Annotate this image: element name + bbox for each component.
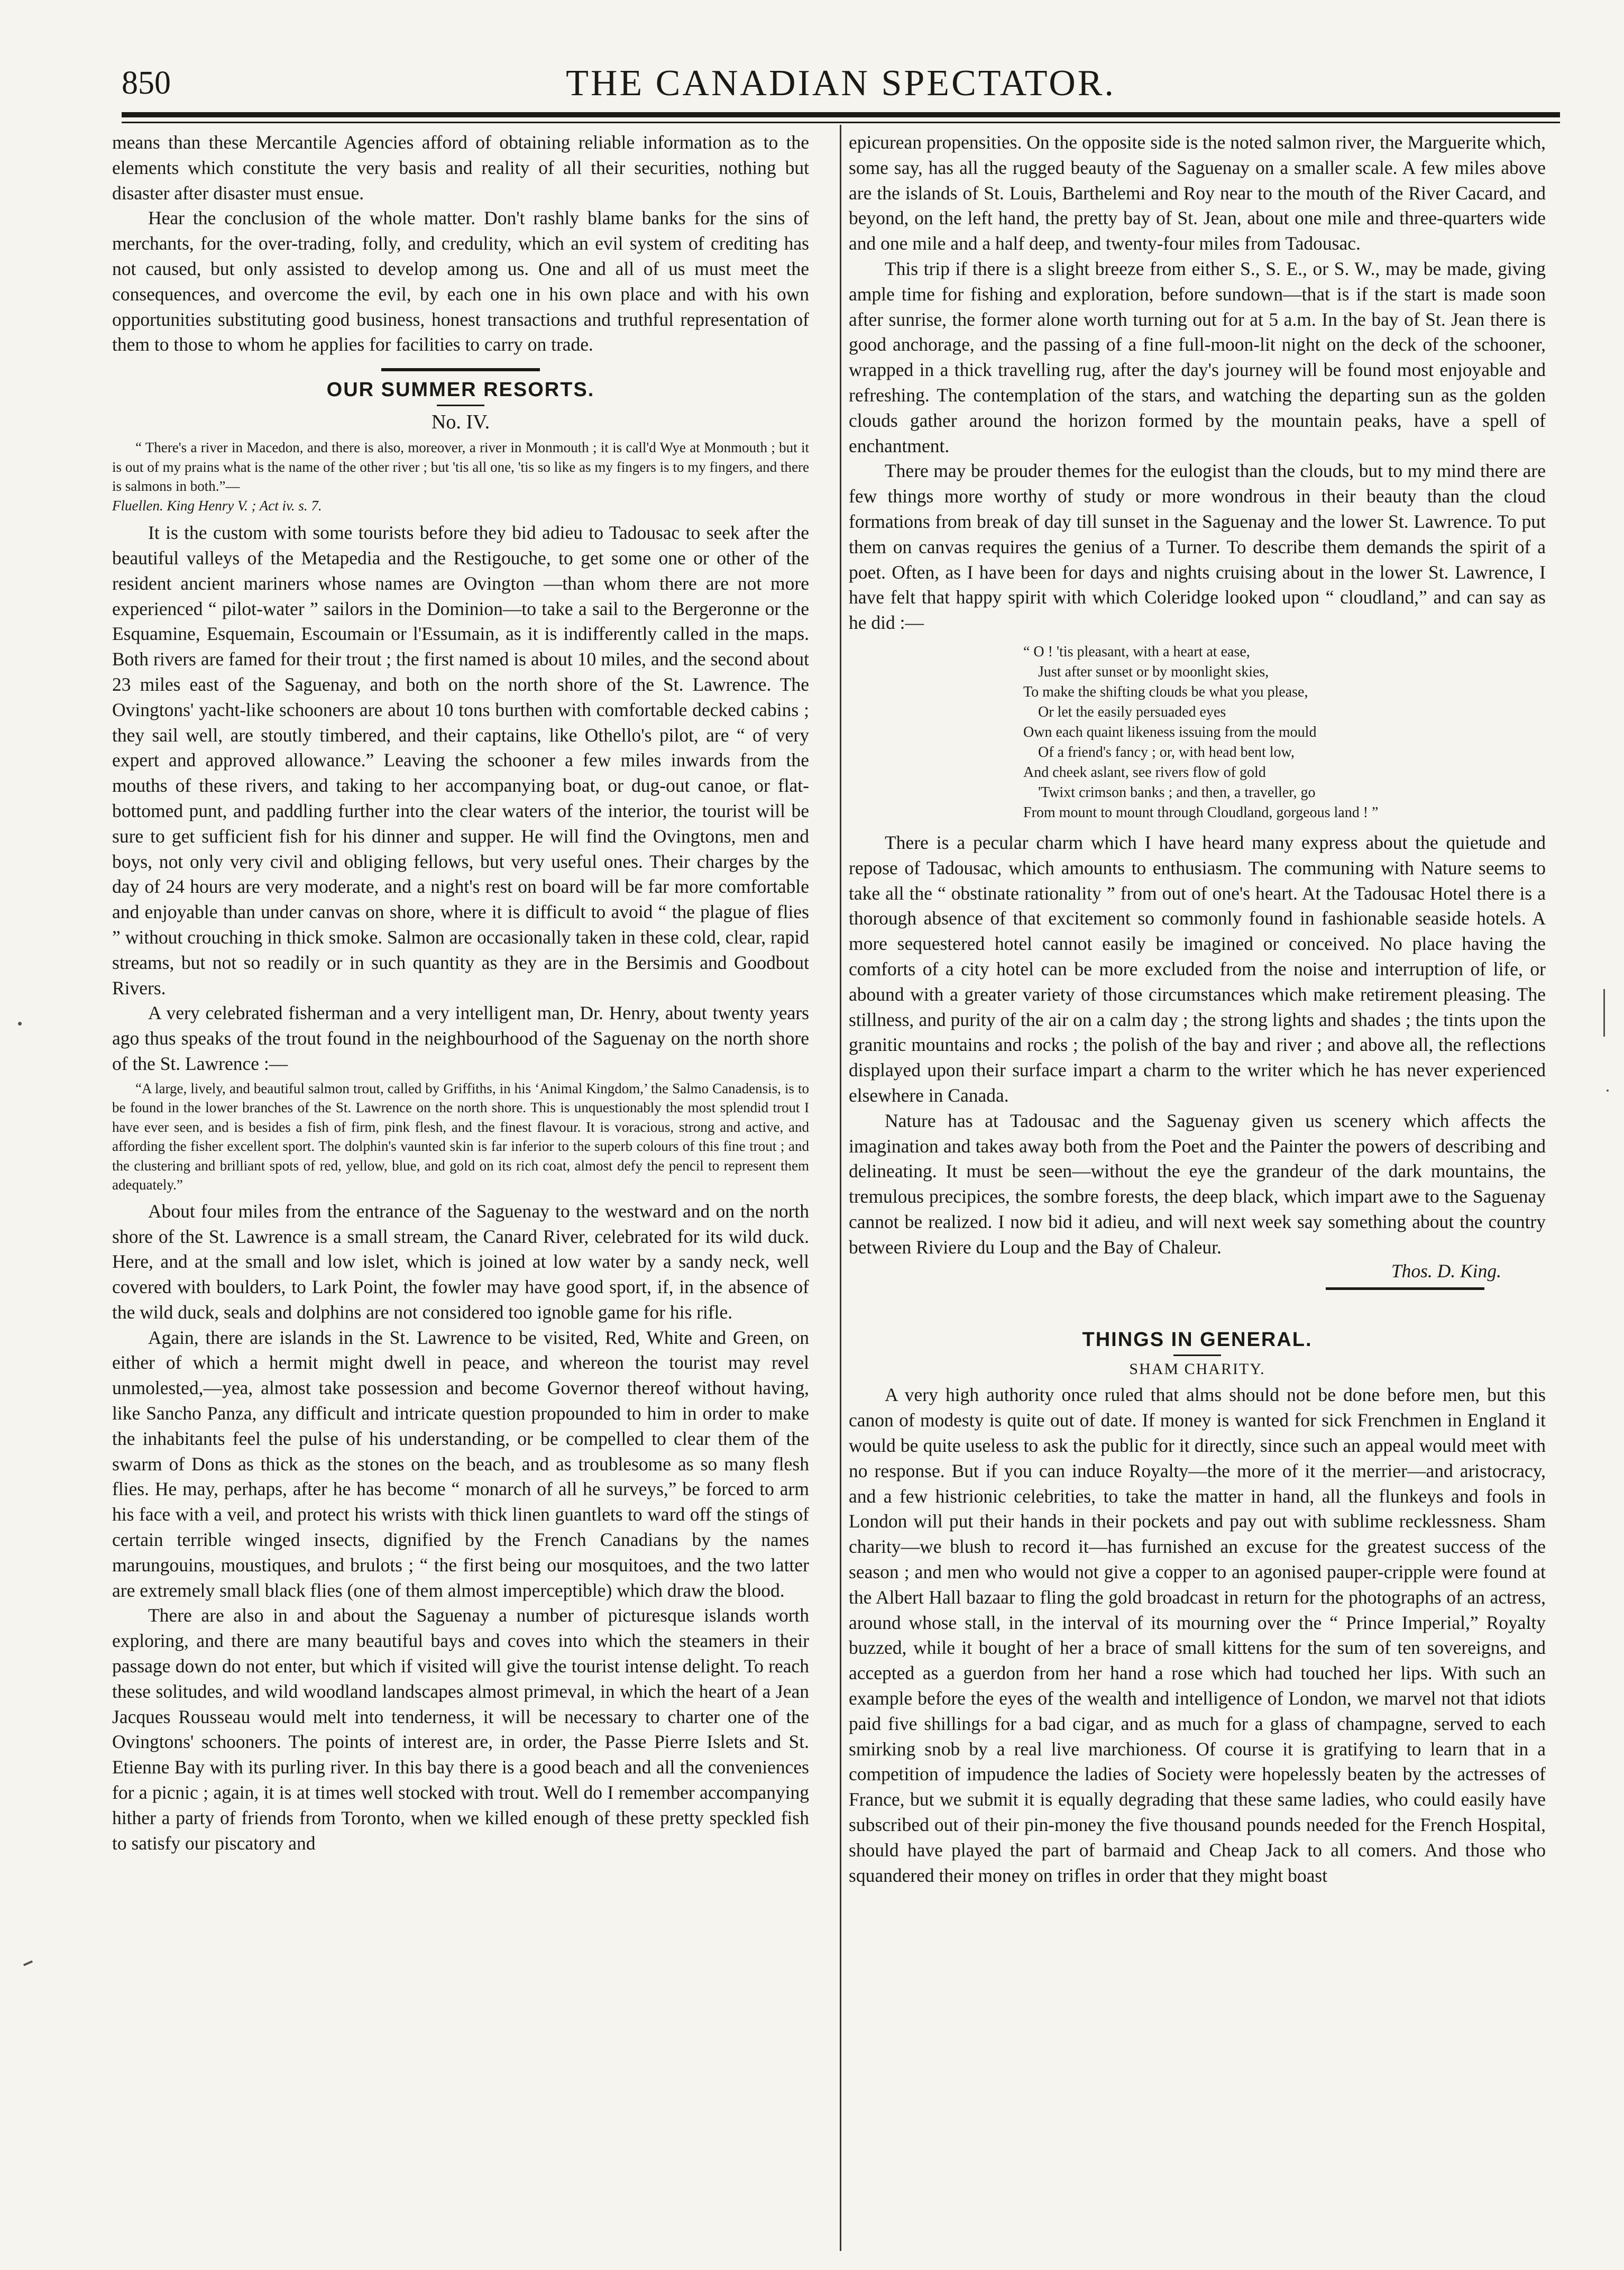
poem-line: Or let the easily persuaded eyes: [1038, 703, 1226, 720]
section-separator: [381, 368, 540, 371]
article-paragraph: About four miles from the entrance of the Saguenay to the westward and on the north shore of the St. Lawrence is a small stream, the Canard River, celebrated for its wild duck. Here, and at the small and low islet, which is joined at low water by a sandy neck, well covered with boulders, to Lark Point, the fowler may have good sport, if, in the absence of the wild duck, seals and dolphins are not considered too ignoble game for his rifle.: [112, 1200, 809, 1323]
article-paragraph: It is the custom with some tourists before they bid adieu to Tadousac to seek after the beautiful valleys of the Metapedia and the Restigouche, to get some one or other of the resident ancient mariners whose names are Ovington —than whom there are not more experienced “ pilot-water ” sailors in the Dominion—to take a sail to the Bergeronne or the Esquamine, Esquemain, Escoumain or l'Essumain, as it is indifferently called in the maps. Both rivers are famed for their trout ; the first named is about 10 miles, and the second about 23 miles east of the Saguenay, and both on the north shore of the St. Lawrence. The Ovingtons' yacht-like schooners are about 10 tons burthen with comfortable decked cabins ; they sail well, are stoutly timbered, and their captains, like Othello's pilot, are “ of very expert and approved allowance.” Leaving the schooner a few miles inwards from the mouths of these rivers, and taking to her accompanying boat, or dug-out canoe, or flat-bottomed punt, and paddling further into the clear waters of the interior, the tourist will be sure to get sufficient fish for his dinner and supper. He will find the Ovingtons, men and boys, not only very civil and obliging fellows, but very useful ones. Their charges by the day of 24 hours are very moderate, and a night's rest on board will be far more comfortable and enjoyable than under canvas on shore, where it is difficult to avoid “ the plague of flies ” without crouching in thick smoke. Salmon are occasionally taken in these cold, clear, rapid streams, but not so readily or in such quantity as they are in the Bersimis and Goodbout Rivers.: [112, 522, 809, 999]
page-number: 850: [122, 65, 171, 101]
signature-row: [849, 1260, 1546, 1285]
section-separator: [1326, 1287, 1484, 1290]
right-column: [849, 130, 1546, 2254]
article-paragraph: epicurean propensities. On the opposite side is the noted salmon river, the Marguerite which, some say, has all the rugged beauty of the Saguenay on a smaller scale. A few miles above are the islands of St. Louis, Barthelemi and Roy near to the mouth of the River Cacard, and beyond, on the left hand, the pretty bay of St. Jean, about one mile and three-quarters wide and one mile and a half deep, and twenty-four miles from Tadousac.: [849, 132, 1546, 254]
masthead: [122, 62, 1560, 111]
epigraph-attribution: Fluellen. King Henry V. ; Act iv. s. 7.: [112, 497, 322, 514]
left-column: [112, 130, 809, 2254]
coleridge-poem: [1023, 642, 1546, 823]
article-paragraph: Nature has at Tadousac and the Saguenay given us scenery which affects the imagination and takes away both from the Poet and the Painter the powers of describing and delineating. It must be seen—without the eye the grandeur of the dark mountains, the tremulous precipices, the sombre forests, the deep black, which impart awe to the Saguenay cannot be realized. I now bid it adieu, and will next week say something about the country between Riviere du Loup and the Bay of Chaleur.: [849, 1110, 1546, 1258]
poem-line: To make the shifting clouds be what you please,: [1023, 683, 1308, 700]
section-heading-summer-resorts: OUR SUMMER RESORTS.: [326, 379, 595, 401]
article-paragraph: A very high authority once ruled that alms should not be done before men, but this canon of modesty is quite out of date. If money is wanted for sick Frenchmen in England it would be quite useless to ask the public for it directly, since such an appeal would meet with no response. But if you can induce Royalty—the more of it the merrier—and aristocracy, and a few histrionic celebrities, to take the matter in hand, all the flunkeys and fools in London will put their hands in their pockets and pay out with sublime recklessness. Sham charity—we blush to record it—has furnished an excuse for the greatest success of the season ; and men who would not give a copper to an agonised pauper-cripple were found at the Albert Hall bazaar to fling the gold broadcast in return for the photographs of an actress, around whose stall, in the interval of its mourning over the “ Prince Imperial,” Royalty buzzed, while it bought of her a brace of small kittens for the sum of ten sovereigns, and accepted as a guerdon from her hand a rose which had touched her lips. With such an example before the eyes of the wealth and intelligence of London, we marvel not that idiots paid five shillings for a bad cigar, and as much for a glass of champagne, served to each smirking snob by a real live marchioness. Of course it is gratifying to learn that in a competition of impudence the ladies of Society were hopelessly beaten by the actresses of France, but we submit it is equally degrading that these same ladies, who could easily have subscribed out of their pin-money the five thousand pounds needed for the French Hospital, should have played the part of barmaid and Cheap Jack to all comers. And those who squandered their money on trifles in order that they might boast: [849, 1384, 1546, 1886]
poem-line: Just after sunset or by moonlight skies,: [1038, 663, 1269, 680]
poem-line: From mount to mount through Cloudland, gorgeous land ! ”: [1023, 804, 1379, 821]
margin-mark: [1603, 989, 1605, 1037]
poem-line: Own each quaint likeness issuing from the mould: [1023, 724, 1317, 740]
margin-mark: [23, 1961, 33, 1966]
heading-underline: [437, 405, 484, 406]
article-paragraph: This trip if there is a slight breeze from either S., S. E., or S. W., may be made, giving ample time for fishing and exploration, before sundown—that is if the start is made soon after sunrise, the former alone worth turning out for at 5 a.m. In the bay of St. Jean there is good anchorage, and the passing of a fine full-moon-lit night on the deck of the schooner, wrapped in a thick travelling rug, after the day's journey will be found most enjoyable and refreshing. The contemplation of the stars, and watching the departing sun as the golden clouds gather around the horizon formed by the mountain peaks, have a spell of enchantment.: [849, 258, 1546, 456]
subheading-sham-charity: SHAM CHARITY.: [1129, 1360, 1265, 1378]
section-number: No. IV.: [431, 411, 490, 434]
article-paragraph: There is a pecular charm which I have heard many express about the quietude and repose of Tadousac, which amounts to enthusiasm. The communing with Nature seems to take all the “ obstinate rationality ” from out of one's heart. At the Tadousac Hotel there is a thorough absence of that excitement so commonly found in fashionable seaside hotels. A more sequestered hotel cannot easily be imagined or conceived. No place having the comforts of a city hotel can be more excluded from the noise and interruption of life, or abound with a greater variety of those circumstances which make retirement pleasing. The stillness, and purity of the air on a calm day ; the strong lights and shades ; the tints upon the granitic mountains and rocks ; the polish of the bay and river ; and above all, the reflections displayed upon their surface impart a charm to the writer which he has never experienced elsewhere in Canada.: [849, 831, 1546, 1106]
journal-title: THE CANADIAN SPECTATOR.: [566, 63, 1116, 104]
section-heading-things-in-general: THINGS IN GENERAL.: [1082, 1329, 1313, 1351]
poem-line: 'Twixt crimson banks ; and then, a traveller, go: [1038, 784, 1316, 801]
article-paragraph: There may be prouder themes for the eulogist than the clouds, but to my mind there are few things more worthy of study or more wondrous in their beauty than the cloud formations from break of day till sunset in the Saguenay and the lower St. Lawrence. To put them on canvas requires the genius of a Turner. To describe them demands the spirit of a poet. Often, as I have been for days and nights cruising about in the lower St. Lawrence, I have felt that happy spirit with which Coleridge looked upon “ cloudland,” and can say as he did :—: [849, 460, 1546, 634]
epigraph: “ There's a river in Macedon, and there is also, moreover, a river in Monmouth ; it is call'd Wye at Monmouth ; but it is out of my prains what is the name of the other river ; but 'tis all one, 'tis so like as my fingers is to my fingers, and there is salmons in both.”—: [112, 440, 809, 495]
trout-quote: “A large, lively, and beautiful salmon trout, called by Griffiths, in his ‘Animal Kingdom,’ the Salmo Canadensis, is to be found in the lower branches of the St. Lawrence on the north shore. This is unquestionably the most splendid trout I have ever seen, and is besides a fish of firm, pink flesh, and the finest flavour. It is voracious, strong and active, and affording the fisher excellent sport. The dolphin's vaunted skin is far inferior to the superb colours of this fine trout ; and the clustering and brilliant spots of red, yellow, blue, and gold on its rich coat, almost defy the pencil to represent them adequately.”: [112, 1080, 809, 1193]
heading-underline: [1173, 1354, 1221, 1356]
poem-line: “ O ! 'tis pleasant, with a heart at ease,: [1023, 643, 1250, 660]
header-rule-thin: [122, 122, 1560, 123]
article-paragraph: There are also in and about the Saguenay a number of picturesque islands worth exploring, and there are many beautiful bays and coves into which the steamers in their passage down do not enter, but which if visited will give the tourist intense delight. To reach these solitudes, and wild woodland landscapes almost primeval, in which the heart of a Jean Jacques Rousseau would melt into tenderness, it will be necessary to charter one of the Ovingtons' schooners. The points of interest are, in order, the Passe Pierre Islets and St. Etienne Bay with its purling river. In this bay there is a good beach and all the conveniences for a picnic ; again, it is at times well stocked with trout. Well do I remember accompanying hither a party of friends from Toronto, when we killed enough of these pretty speckled fish to satisfy our piscatory and: [112, 1605, 809, 1854]
author-signature: Thos. D. King.: [1391, 1260, 1501, 1282]
column-divider: [840, 125, 841, 2251]
section-gap: [849, 1285, 1546, 1323]
intro-paragraph: Hear the conclusion of the whole matter. Don't rashly blame banks for the sins of merchants, for the over-trading, folly, and credulity, which an evil system of crediting has not caused, but only assisted to develop among us. One and all of us must meet the consequences, and overcome the evil, by each one in his own place and with his own opportunities substituting good business, honest transactions and truthful representation of them to those to whom he applies for facilities to carry on trade.: [112, 207, 809, 355]
margin-mark: [1607, 1090, 1609, 1092]
header-rule-thick: [122, 112, 1560, 117]
article-paragraph: Again, there are islands in the St. Lawrence to be visited, Red, White and Green, on either of which a hermit might dwell in peace, and whereon the tourist may revel unmolested,—yea, almost take possession and become Governor thereof without having, like Sancho Panza, any difficult and intricate question propounded to him in order to make the inhabitants feel the pulse of his understanding, or be compelled to clear them of the swarm of Dons as thick as the stones on the beach, and as troublesome as so many flesh flies. He may, perhaps, after he has become “ monarch of all he surveys,” be forced to arm his face with a veil, and protect his wrists with thick linen guantlets to ward off the stings of certain terrible winged insects, dignified by the French Canadians by the names marungouins, moustiques, and brulots ; “ the first being our mosquitoes, and the two latter are extremely small black flies (one of them almost imperceptible) which draw the blood.: [112, 1326, 809, 1601]
article-paragraph: A very celebrated fisherman and a very intelligent man, Dr. Henry, about twenty years ago thus speaks of the trout found in the neighbourhood of the Saguenay on the north shore of the St. Lawrence :—: [112, 1002, 809, 1074]
margin-mark: [18, 1022, 22, 1026]
poem-line: And cheek aslant, see rivers flow of gold: [1023, 764, 1266, 781]
poem-line: Of a friend's fancy ; or, with head bent low,: [1038, 744, 1295, 761]
intro-paragraph: means than these Mercantile Agencies afford of obtaining reliable information as to the elements which constitute the very basis and reality of all their securities, nothing but disaster after disaster must ensue.: [112, 132, 809, 204]
